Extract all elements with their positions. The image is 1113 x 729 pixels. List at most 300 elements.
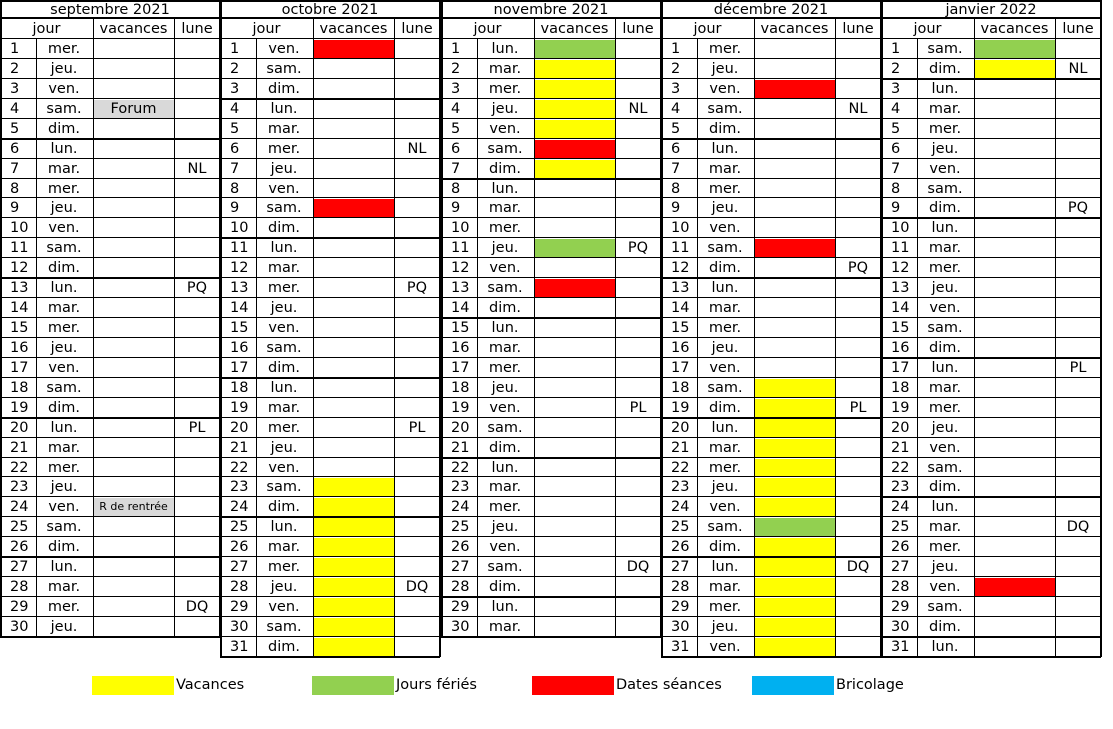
day-number: 29: [230, 599, 249, 616]
day-row: [441, 59, 661, 79]
day-row: [0, 378, 220, 398]
vacances-cell: [534, 517, 615, 537]
day-row: [881, 119, 1101, 139]
day-name: dim.: [489, 300, 521, 317]
day-number: 15: [10, 320, 29, 337]
lune-cell: [394, 99, 440, 119]
day-number: 2: [451, 60, 461, 77]
day-name: jeu.: [50, 60, 78, 77]
lune-cell: [1055, 139, 1101, 159]
lune-cell: [835, 278, 881, 298]
day-name: jeu.: [711, 60, 739, 77]
lune-cell: [1055, 378, 1101, 398]
day-name: ven.: [48, 220, 80, 237]
lune-cell: [615, 617, 661, 637]
vacances-cell: [974, 198, 1055, 218]
day-name: sam.: [927, 41, 963, 57]
lune-cell: [1055, 637, 1101, 657]
lune-cell: [835, 139, 881, 159]
vacances-cell: [974, 40, 1055, 58]
day-name: dim.: [929, 200, 961, 217]
day-name: jeu.: [270, 300, 298, 317]
vacances-cell: [974, 398, 1055, 418]
day-row: [881, 418, 1101, 438]
lune-cell: [1055, 258, 1101, 278]
day-number: 19: [671, 399, 690, 416]
day-row: [881, 497, 1101, 517]
day-name: mer.: [928, 120, 962, 137]
day-row: [881, 438, 1101, 458]
vacances-cell: [313, 119, 394, 139]
lune-cell: [1055, 278, 1101, 298]
day-row: [881, 278, 1101, 298]
column-divider: [256, 39, 257, 657]
lune-cell: [1055, 497, 1101, 517]
vacances-cell: [534, 577, 615, 597]
day-row: [661, 298, 881, 318]
day-number: 18: [230, 379, 249, 396]
day-name: jeu.: [491, 519, 519, 536]
lune-cell: [615, 278, 661, 298]
day-row: [441, 79, 661, 99]
lune-cell: [174, 378, 220, 398]
lune-cell: [615, 338, 661, 358]
day-number: 28: [671, 579, 690, 596]
day-row: [441, 258, 661, 278]
vacances-cell: [534, 100, 615, 118]
lune-cell: [835, 497, 881, 517]
day-number: 22: [230, 459, 249, 476]
vacances-cell: [754, 618, 835, 636]
legend-label-1: Jours fériés: [396, 677, 477, 693]
legend-swatch-3: [752, 676, 834, 695]
day-row: [661, 318, 881, 338]
vacances-cell: [534, 179, 615, 199]
lune-cell: [1055, 179, 1101, 199]
day-row: [881, 198, 1101, 218]
vacances-cell: [974, 358, 1055, 378]
day-row: [661, 338, 881, 358]
day-row: [0, 99, 220, 119]
day-name: ven.: [929, 439, 961, 456]
day-name: jeu.: [491, 100, 519, 117]
day-row: [441, 119, 661, 139]
vacances-cell: [313, 139, 394, 159]
day-name: lun.: [491, 180, 519, 197]
day-number: 26: [451, 539, 470, 556]
vacances-cell: [313, 498, 394, 516]
legend-swatch-2: [532, 676, 614, 695]
lune-cell: [394, 537, 440, 557]
day-number: 7: [230, 160, 240, 177]
day-number: 7: [451, 160, 461, 177]
day-name: mer.: [488, 359, 522, 376]
day-row: [0, 258, 220, 278]
day-name: sam.: [46, 519, 82, 536]
vacances-cell: [974, 637, 1055, 657]
vacances-cell: [93, 577, 174, 597]
vacances-cell: [974, 557, 1055, 577]
day-number: 8: [671, 180, 681, 197]
day-row: [0, 238, 220, 258]
day-name: mar.: [928, 379, 962, 396]
day-number: 4: [891, 100, 901, 117]
day-number: 14: [671, 300, 690, 317]
day-number: 19: [891, 399, 910, 416]
day-number: 12: [10, 260, 29, 277]
lune-cell: [1055, 557, 1101, 577]
vacances-cell: [974, 458, 1055, 478]
day-name: lun.: [270, 379, 298, 396]
day-name: mar.: [267, 120, 301, 137]
day-number: 23: [671, 479, 690, 496]
day-row: [881, 517, 1101, 537]
day-name: lun.: [931, 638, 959, 655]
day-number: 28: [10, 579, 29, 596]
lune-cell: [835, 517, 881, 537]
day-name: sam.: [46, 100, 82, 117]
lune-cell: [835, 159, 881, 179]
day-row: [661, 418, 881, 438]
lune-cell: [394, 557, 440, 577]
vacances-cell: [974, 119, 1055, 139]
vacances-cell: [93, 179, 174, 199]
day-row: [0, 159, 220, 179]
header-vacances: vacances: [99, 21, 168, 37]
day-name: mar.: [488, 479, 522, 496]
day-name: ven.: [929, 579, 961, 596]
vacances-cell: [974, 298, 1055, 318]
day-name: dim.: [48, 120, 80, 137]
day-number: 22: [451, 459, 470, 476]
day-name: dim.: [929, 479, 961, 496]
day-number: 6: [451, 140, 461, 157]
vacances-cell: [534, 298, 615, 318]
lune-cell: [1055, 318, 1101, 338]
lune-cell: [835, 198, 881, 218]
day-number: 10: [10, 220, 29, 237]
day-name: ven.: [48, 80, 80, 97]
lune-cell: [174, 617, 220, 637]
vacances-cell: [93, 617, 174, 637]
day-number: 29: [671, 599, 690, 616]
day-number: 24: [451, 499, 470, 516]
day-name: sam.: [927, 459, 963, 476]
day-number: 21: [891, 439, 910, 456]
lune-cell: [1055, 398, 1101, 418]
day-number: 10: [671, 220, 690, 237]
vacances-cell: [974, 258, 1055, 278]
day-number: 20: [671, 419, 690, 436]
day-row: [441, 418, 661, 438]
vacances-cell: [754, 439, 835, 457]
day-name: sam.: [927, 180, 963, 197]
lune-cell: [835, 238, 881, 258]
day-number: 18: [10, 379, 29, 396]
header-vacances: vacances: [540, 21, 609, 37]
day-name: mer.: [267, 559, 301, 576]
day-row: [881, 238, 1101, 258]
lune-cell: [615, 139, 661, 159]
day-row: [441, 537, 661, 557]
day-name: ven.: [268, 459, 300, 476]
month-title: septembre 2021: [0, 0, 220, 19]
vacances-cell: [534, 597, 615, 617]
day-name: jeu.: [931, 140, 959, 157]
day-row: [661, 497, 881, 517]
day-name: sam.: [707, 519, 743, 536]
vacances-cell: [754, 119, 835, 139]
lune-cell: [394, 179, 440, 199]
vacances-cell: [313, 199, 394, 217]
column-divider: [394, 19, 395, 657]
lune-cell: DQ: [1066, 519, 1090, 536]
day-name: dim.: [709, 399, 741, 416]
header-lune: lune: [622, 21, 654, 37]
lune-cell: [615, 258, 661, 278]
day-row: [220, 497, 440, 517]
vacances-cell: [534, 160, 615, 178]
month-2: [441, 0, 661, 638]
day-number: 31: [230, 638, 249, 655]
lune-cell: [1055, 537, 1101, 557]
vacances-cell: [313, 298, 394, 318]
vacances-cell: [754, 59, 835, 79]
day-row: [0, 557, 220, 577]
day-number: 20: [891, 419, 910, 436]
lune-cell: [174, 99, 220, 119]
vacances-cell: [974, 537, 1055, 557]
day-name: mer.: [488, 220, 522, 237]
vacances-cell: [93, 298, 174, 318]
day-name: sam.: [266, 200, 302, 217]
day-number: 16: [671, 339, 690, 356]
day-name: mer.: [47, 320, 81, 337]
lune-cell: [1055, 159, 1101, 179]
day-number: 6: [671, 140, 681, 157]
day-row: [661, 617, 881, 637]
day-name: lun.: [50, 559, 78, 576]
vacances-cell: [313, 59, 394, 79]
day-row: [441, 39, 661, 59]
month-border-left: [661, 0, 663, 657]
day-number: 21: [671, 439, 690, 456]
day-number: 22: [891, 459, 910, 476]
day-name: dim.: [929, 618, 961, 635]
vacances-cell: [754, 638, 835, 656]
day-name: mar.: [47, 300, 81, 317]
day-number: 28: [451, 579, 470, 596]
lune-cell: [615, 577, 661, 597]
day-row: [0, 497, 220, 517]
vacances-cell: [974, 60, 1055, 78]
day-name: lun.: [270, 519, 298, 536]
vacances-cell: [754, 39, 835, 59]
vacances-cell: [313, 598, 394, 616]
day-number: 16: [10, 339, 29, 356]
vacances-cell: [93, 119, 174, 139]
lune-cell: [394, 358, 440, 378]
legend-label-0: Vacances: [176, 677, 245, 693]
vacances-cell: [534, 617, 615, 637]
lune-cell: [615, 517, 661, 537]
vacances-cell: [754, 459, 835, 477]
day-name: mer.: [488, 499, 522, 516]
vacances-cell: [974, 378, 1055, 398]
day-number: 30: [10, 618, 29, 635]
day-name: jeu.: [711, 479, 739, 496]
day-number: 14: [230, 300, 249, 317]
lune-cell: [174, 139, 220, 159]
day-row: [661, 59, 881, 79]
day-row: [881, 298, 1101, 318]
day-row: [0, 278, 220, 298]
day-row: [441, 99, 661, 119]
day-number: 3: [891, 80, 901, 97]
vacances-cell: [534, 218, 615, 238]
day-row: [881, 537, 1101, 557]
column-divider: [974, 19, 975, 657]
vacances-cell: [974, 238, 1055, 258]
lune-cell: [394, 477, 440, 497]
day-number: 8: [230, 180, 240, 197]
day-row: [0, 318, 220, 338]
vacances-cell: [974, 318, 1055, 338]
row-divider: [441, 636, 661, 638]
header-lune: lune: [401, 21, 433, 37]
column-divider: [917, 39, 918, 657]
vacances-cell: [974, 578, 1055, 596]
lune-cell: [394, 238, 440, 258]
vacances-cell: [974, 218, 1055, 238]
lune-cell: [174, 477, 220, 497]
month-border-right: [1100, 0, 1102, 657]
day-number: 3: [451, 80, 461, 97]
day-number: 22: [671, 459, 690, 476]
vacances-cell: [754, 239, 835, 257]
day-row: [881, 358, 1101, 378]
vacances-cell: [534, 438, 615, 458]
vacances-cell: [754, 399, 835, 417]
lune-cell: NL: [848, 100, 868, 117]
vacances-cell: [974, 497, 1055, 517]
day-row: [0, 119, 220, 139]
lune-cell: [835, 358, 881, 378]
day-name: ven.: [709, 638, 741, 655]
day-name: ven.: [48, 359, 80, 376]
day-row: [441, 398, 661, 418]
day-name: ven.: [709, 80, 741, 97]
day-name: mer.: [708, 459, 742, 476]
lune-cell: [174, 218, 220, 238]
day-row: [881, 179, 1101, 199]
day-number: 30: [451, 618, 470, 635]
day-name: mer.: [47, 180, 81, 197]
lune-cell: PL: [629, 399, 647, 416]
day-number: 12: [671, 260, 690, 277]
day-number: 1: [891, 41, 901, 57]
vacances-cell: [534, 458, 615, 478]
vacances-cell: [974, 477, 1055, 497]
day-number: 6: [230, 140, 240, 157]
vacances-cell: [754, 498, 835, 516]
day-number: 5: [891, 120, 901, 137]
vacances-cell: [754, 80, 835, 98]
vacances-cell: [313, 358, 394, 378]
day-row: [881, 458, 1101, 478]
vacances-cell: [93, 39, 174, 59]
lune-cell: [1055, 338, 1101, 358]
day-name: jeu.: [711, 339, 739, 356]
day-number: 16: [230, 339, 249, 356]
day-row: [441, 378, 661, 398]
day-number: 25: [671, 519, 690, 536]
day-number: 24: [230, 499, 249, 516]
vacances-cell: [754, 338, 835, 358]
day-row: [220, 278, 440, 298]
day-row: [661, 99, 881, 119]
day-name: ven.: [489, 120, 521, 137]
day-number: 31: [891, 638, 910, 655]
day-row: [881, 557, 1101, 577]
day-row: [661, 198, 881, 218]
lune-cell: [1055, 597, 1101, 617]
day-name: ven.: [709, 220, 741, 237]
month-title: décembre 2021: [661, 0, 881, 19]
lune-cell: [835, 298, 881, 318]
day-row: [441, 298, 661, 318]
day-name: jeu.: [270, 579, 298, 596]
lune-cell: NL: [407, 140, 427, 157]
lune-cell: [394, 637, 440, 657]
day-number: 13: [230, 280, 249, 297]
day-row: [220, 517, 440, 537]
vacances-cell: [93, 438, 174, 458]
day-number: 25: [451, 519, 470, 536]
lune-cell: [615, 597, 661, 617]
lune-cell: [174, 59, 220, 79]
lune-cell: [174, 458, 220, 478]
vacances-cell: [313, 578, 394, 596]
day-number: 6: [10, 140, 20, 157]
day-name: sam.: [266, 339, 302, 356]
vacances-cell: [534, 318, 615, 338]
vacances-cell: [754, 179, 835, 199]
vacances-cell: [313, 40, 394, 58]
vacances-cell: [974, 438, 1055, 458]
day-row: [220, 39, 440, 59]
day-row: [0, 79, 220, 99]
day-row: [441, 477, 661, 497]
day-row: [220, 557, 440, 577]
lune-cell: [394, 458, 440, 478]
day-number: 29: [451, 599, 470, 616]
vacances-cell: [534, 378, 615, 398]
day-row: [220, 159, 440, 179]
day-number: 11: [671, 240, 690, 257]
day-name: lun.: [491, 459, 519, 476]
lune-cell: [1055, 477, 1101, 497]
day-number: 10: [230, 220, 249, 237]
lune-cell: [615, 318, 661, 338]
day-number: 4: [671, 100, 681, 117]
day-name: mer.: [708, 320, 742, 337]
day-number: 13: [451, 280, 470, 297]
day-name: mer.: [47, 41, 81, 57]
lune-cell: PQ: [847, 260, 869, 277]
day-row: [220, 477, 440, 497]
day-name: lun.: [491, 41, 519, 57]
